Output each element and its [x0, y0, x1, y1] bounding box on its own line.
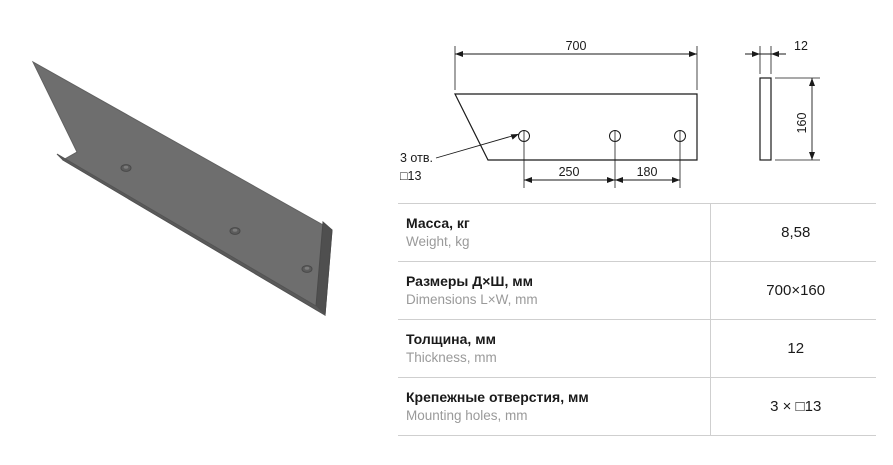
table-row [398, 262, 876, 320]
spec-label-weight [398, 204, 711, 262]
dim-overall-length: 700 [565, 39, 587, 53]
table-row [398, 378, 876, 436]
spec-value-thickness: 12 [711, 320, 876, 378]
spec-label-ru: Масса, кг [406, 215, 470, 231]
spec-label-en: Mounting holes, mm [406, 408, 528, 424]
spec-label-en: Thickness, mm [406, 350, 497, 366]
spec-label-en: Weight, kg [406, 233, 470, 249]
specifications-table [398, 203, 876, 436]
part-3d-render [0, 0, 400, 360]
spec-label-ru: Толщина, мм [406, 331, 496, 348]
dim-thickness-12: 12 [794, 39, 808, 53]
front-view-outline [455, 94, 697, 160]
spec-label-thickness [398, 320, 711, 378]
mounting-hole [121, 165, 131, 172]
blade-top-face [33, 62, 332, 315]
table-row [398, 320, 876, 378]
table-row [398, 204, 876, 262]
front-view-hole [519, 131, 530, 142]
hole-note-line-2: □13 [400, 169, 422, 183]
dim-hole-spacing-250: 250 [558, 165, 580, 179]
dim-height-160: 160 [795, 112, 809, 134]
side-view-outline [760, 78, 771, 160]
spec-value-weight: 8,58 [711, 204, 876, 262]
spec-label-ru: Размеры Д×Ш, мм [406, 273, 533, 290]
spec-label-dimensions [398, 262, 711, 320]
mounting-hole [302, 266, 312, 273]
front-view-hole [675, 131, 686, 142]
technical-drawing [400, 10, 893, 205]
spec-label-en: Dimensions L×W, mm [406, 292, 538, 307]
front-view-hole [610, 131, 621, 142]
dim-hole-spacing-180: 180 [636, 165, 658, 179]
spec-label-ru: Крепежные отверстия, мм [406, 389, 589, 406]
spec-value-dimensions: 700×160 [711, 262, 876, 320]
mounting-hole [230, 228, 240, 235]
spec-label-mounting-holes [398, 378, 711, 436]
hole-note-line-1: 3 отв. [400, 151, 433, 165]
spec-value-mounting-holes: 3 × □13 [711, 378, 876, 436]
